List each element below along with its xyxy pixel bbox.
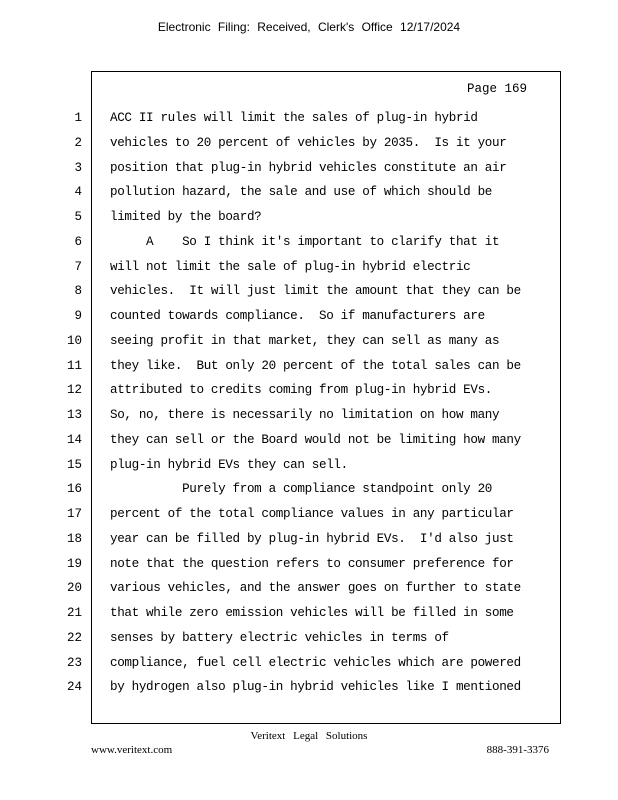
line-number: 5 <box>74 210 82 224</box>
line-number: 14 <box>66 432 82 447</box>
transcript-line: year can be filled by plug-in hybrid EVs. I'd also just <box>110 531 514 546</box>
line-number: 22 <box>66 630 82 645</box>
transcript-line: note that the question refers to consumer preference for <box>110 556 514 571</box>
transcript-line: seeing profit in that market, they can sell as many as <box>110 333 500 348</box>
footer-company: Veritext Legal Solutions <box>250 730 368 742</box>
line-number: 3 <box>74 160 82 175</box>
line-number: 21 <box>66 606 82 620</box>
transcript-line: Purely from a compliance standpoint only 20 <box>110 482 492 497</box>
transcript-line: attributed to credits coming from plug-in hybrid EVs. <box>110 383 492 398</box>
transcript-line: vehicles. It will just limit the amount that they can be <box>110 284 521 299</box>
transcript-line: pollution hazard, the sale and use of which should be <box>110 185 492 200</box>
line-number: 4 <box>74 185 82 200</box>
line-number: 17 <box>66 507 82 521</box>
transcript-line: counted towards compliance. So if manufacturers are <box>110 309 485 323</box>
transcript-line: plug-in hybrid EVs they can sell. <box>110 457 348 472</box>
line-number: 11 <box>66 358 82 373</box>
line-number: 19 <box>66 556 82 571</box>
transcript-line: percent of the total compliance values in any particular <box>110 507 514 521</box>
filing-stamp: Electronic Filing: Received, Clerk's Office 12/17/2024 <box>157 20 461 34</box>
page-number: Page 169 <box>466 82 527 96</box>
line-number: 10 <box>66 333 82 348</box>
transcript-line: various vehicles, and the answer goes on further to state <box>110 581 521 596</box>
footer-website: www.veritext.com <box>91 744 173 756</box>
transcript-line: vehicles to 20 percent of vehicles by 2035. Is it your <box>110 135 507 150</box>
transcript-line: position that plug-in hybrid vehicles constitute an air <box>110 160 507 175</box>
line-number: 20 <box>66 581 82 596</box>
transcript-line: by hydrogen also plug-in hybrid vehicles like I mentioned <box>110 680 521 695</box>
transcript-line: compliance, fuel cell electric vehicles which are powered <box>110 655 521 670</box>
transcript-line: senses by battery electric vehicles in terms of <box>110 630 449 645</box>
line-number: 7 <box>74 259 82 274</box>
line-number: 9 <box>74 309 82 323</box>
transcript-line: limited by the board? <box>110 210 262 224</box>
line-number: 18 <box>66 531 82 546</box>
line-number: 8 <box>74 284 82 299</box>
transcript-line: ACC II rules will limit the sales of plug-in hybrid <box>110 111 478 125</box>
transcript-line: A So I think it's important to clarify that it <box>110 234 500 249</box>
line-number: 24 <box>66 680 82 695</box>
line-number: 13 <box>66 408 82 422</box>
line-number: 12 <box>66 383 82 398</box>
footer-phone: 888-391-3376 <box>486 744 549 756</box>
transcript-line: they like. But only 20 percent of the total sales can be <box>110 358 521 373</box>
line-number: 15 <box>66 457 82 472</box>
line-number: 2 <box>74 135 82 150</box>
line-number: 1 <box>74 111 82 125</box>
transcript-line: will not limit the sale of plug-in hybrid electric <box>110 259 471 274</box>
line-number: 23 <box>66 655 82 670</box>
transcript-line: that while zero emission vehicles will be filled in some <box>110 606 514 620</box>
transcript-line: they can sell or the Board would not be limiting how many <box>110 432 521 447</box>
line-number: 16 <box>66 482 82 497</box>
line-number: 6 <box>74 234 82 249</box>
transcript-line: So, no, there is necessarily no limitation on how many <box>110 408 500 422</box>
